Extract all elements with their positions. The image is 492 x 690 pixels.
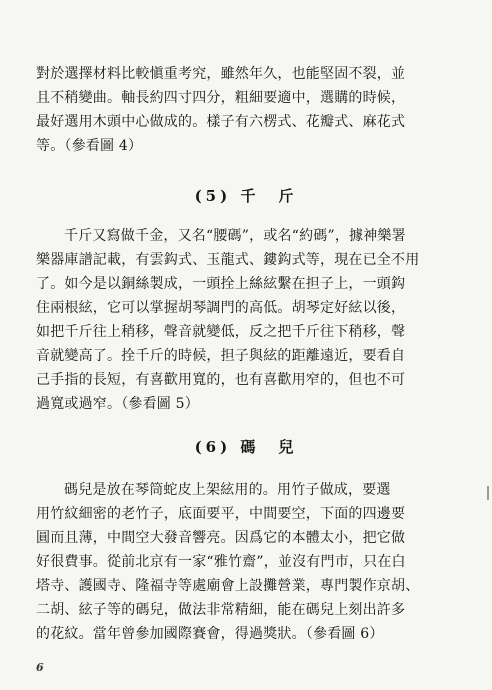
text-line: 塔寺、護國寺、隆福寺等處廟會上設攤營業，專門製作京胡、 [36, 578, 420, 594]
text-line: 等。（參看圖 4） [36, 138, 143, 154]
text-line: 千斤又寫做千金，又名“腰碼”，或名“約碼”，據神樂署 [64, 228, 406, 244]
text-line: 如把千斤往上稍移，聲音就變低，反之把千斤往下稍移，聲 [36, 324, 406, 340]
text-line: 樂器庫譜記載，有雲鈎式、玉龍式、鏤鈎式等，現在已全不用 [36, 252, 420, 268]
page-number: 6 [36, 661, 44, 674]
section-qianjin-body [36, 224, 458, 416]
scan-edge-mark [487, 486, 489, 500]
text-line: 的花紋。當年曾參加國際賽會，得過獎狀。（參看圖 6） [36, 626, 384, 642]
section-maer-body [36, 478, 458, 646]
text-line: 過寬或過窄。（參看圖 5） [36, 396, 199, 412]
section-heading-maer: (6) 碼 兒 [194, 438, 298, 456]
section-heading-qianjin: (5) 千 斤 [194, 187, 298, 205]
text-line: 對於選擇材料比較愼重考究，雖然年久，也能堅固不裂，並 [36, 66, 406, 82]
text-line: 最好選用木頭中心做成的。樣子有六楞式、花瓣式、麻花式 [36, 114, 406, 130]
text-line: 用竹紋細密的老竹子，底面要平，中間要空，下面的四邊要 [36, 506, 406, 522]
text-line: 二胡、絃子等的碼兒，做法非常精細，能在碼兒上刻出許多 [36, 602, 406, 618]
text-line: 圓而且薄，中間空大發音響亮。因爲它的本體太小，把它做 [36, 530, 406, 546]
text-line: 好很費事。從前北京有一家“雅竹齋”，並沒有門市，只在白 [36, 554, 406, 570]
text-line: 且不稍變曲。軸長約四寸四分，粗細要適中，選購的時候， [36, 90, 406, 106]
text-line: 住兩根絃，它可以掌握胡琴調門的高低。胡琴定好絃以後， [36, 300, 406, 316]
top-paragraph [36, 62, 458, 158]
text-line: 音就變高了。拴千斤的時候，担子與絃的距離遠近，要看自 [36, 348, 406, 364]
text-line: 了。如今是以銅絲製成，一頭拴上絲絃繫在担子上，一頭鈎 [36, 276, 406, 292]
text-line: 己手指的長短，有喜歡用寬的，也有喜歡用窄的，但也不可 [36, 372, 406, 388]
text-line: 碼兒是放在琴筒蛇皮上架絃用的。用竹子做成，要選 [64, 482, 391, 498]
